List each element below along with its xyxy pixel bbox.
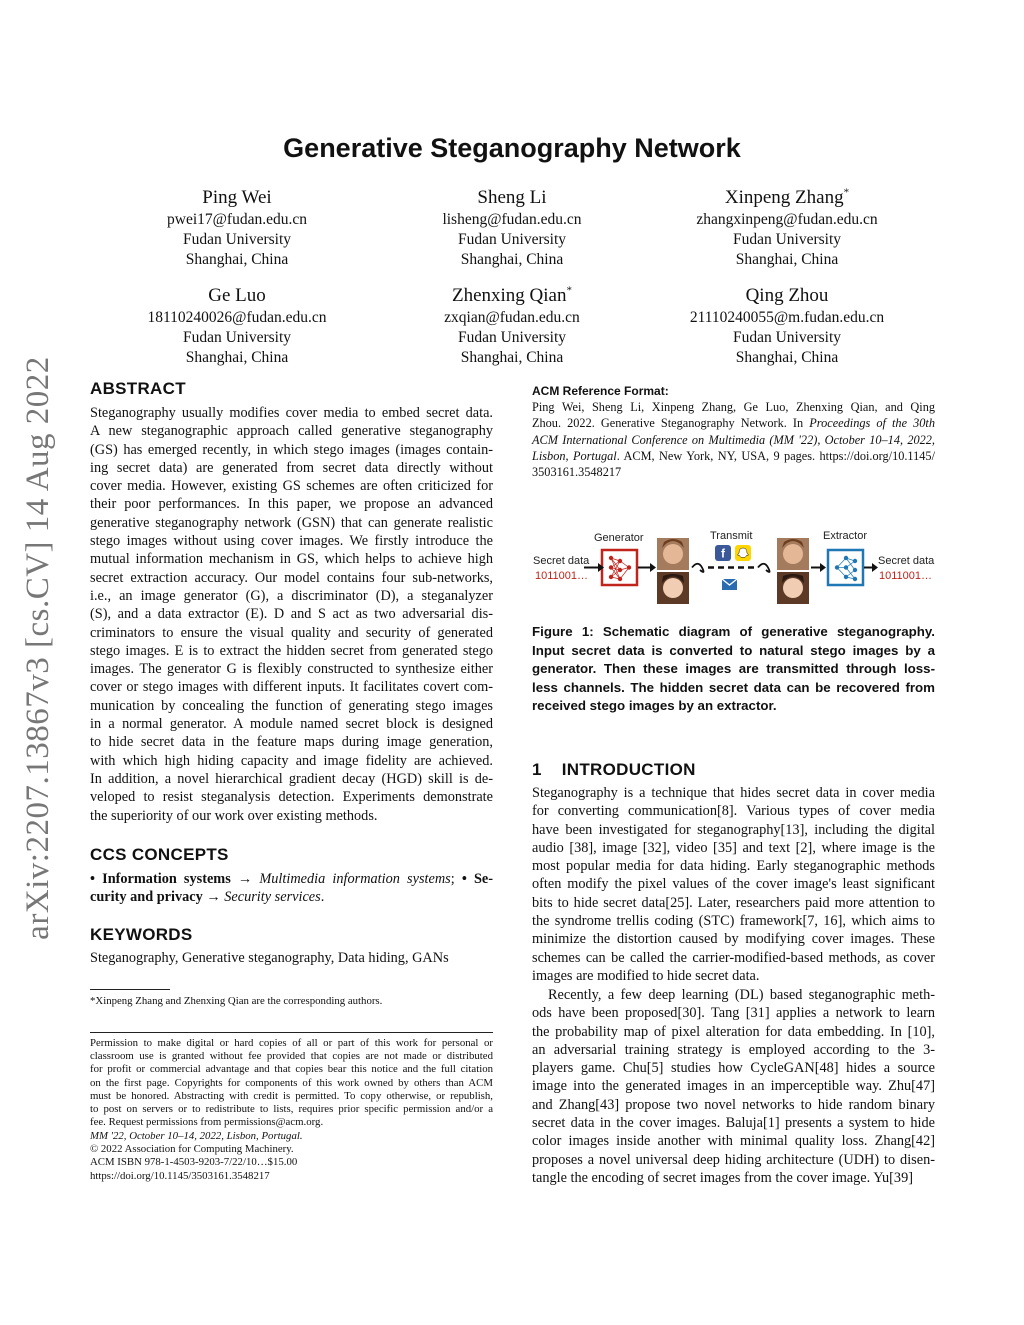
- secret-input-label: Secret data: [533, 555, 590, 567]
- text-line: stego images without using cover images. We firstly introduce the: [90, 533, 493, 550]
- text-line: Figure 1: Schematic diagram of generative steganography.: [532, 624, 935, 639]
- text-line: in a normal generator. A module named secret block is designed: [90, 716, 493, 733]
- ccs-item-security-end: curity and privacy: [90, 889, 203, 906]
- text-line: players game. Chu[5] studies how CycleGAN[48] hides a source: [532, 1060, 935, 1077]
- permission-rule: [90, 1032, 493, 1033]
- ccs-end: .: [320, 889, 325, 906]
- secret-input-value: 1011001…: [535, 570, 589, 582]
- author-affiliation: [637, 328, 937, 348]
- ccs-separator: ;: [450, 871, 462, 887]
- secret-output-label: Secret data: [878, 555, 935, 567]
- text-line: classroom use is granted without fee provided that copies are not made or distributed: [90, 1050, 493, 1063]
- text-line: schemes can be called the carrier-modified-based methods, as cover: [532, 949, 935, 966]
- author-email[interactable]: [637, 210, 937, 230]
- extractor-label: Extractor: [823, 530, 868, 542]
- text-line: the syndrome trellis coding (STC) framework[7, 16], which aims to: [532, 913, 935, 930]
- author-location-text: Shanghai, China: [735, 251, 839, 268]
- text-line: have been investigated for steganography[13], including the digital: [532, 821, 935, 838]
- acm-ref-line: Ping Wei, Sheng Li, Xinpeng Zhang, Ge Luo, Zhenxing Qian, and Qing: [532, 400, 935, 415]
- text-line: images. The generator G is flexibly constructed to synthesize either: [90, 661, 493, 678]
- author-email-text: zhangxinpeng@fudan.edu.cn: [696, 211, 878, 228]
- text-line: bits to hide secret data[25]. Later, researchers paid more attention to: [532, 894, 935, 911]
- text-line: images are modified to hide secret data.: [532, 967, 760, 984]
- stego-images-received: [777, 538, 809, 604]
- author-email[interactable]: [362, 210, 662, 230]
- acm-ref-line: . ACM, New York, NY, USA, 9 pages. https://doi.org/10.1145/: [616, 448, 935, 463]
- author-2: [637, 186, 937, 270]
- generator-label: Generator: [594, 532, 644, 544]
- text-line: minimize the distortion caused by modifying cover images. These: [532, 931, 935, 948]
- author-name-text: Ping Wei: [202, 187, 272, 208]
- acm-ref-proceedings: Proceedings of the 30th: [809, 416, 935, 431]
- text-line: to hide secret data in the feature maps during image generation,: [90, 734, 493, 751]
- intro-heading: [532, 760, 696, 780]
- author-email[interactable]: [87, 308, 387, 328]
- author-affiliation: [362, 328, 662, 348]
- generator-box: [602, 550, 637, 585]
- svg-text:f: f: [721, 546, 725, 561]
- section-title: INTRODUCTION: [561, 760, 696, 779]
- figure-1: [532, 520, 936, 610]
- text-line: their poor performances. In this paper, we propose an advanced: [90, 496, 493, 513]
- author-location-text: Shanghai, China: [185, 251, 289, 268]
- text-line: generative steganography network (GSN) that can generate realistic: [90, 514, 493, 531]
- acm-ref-line: Zhou. 2022. Generative Steganography Network. In: [532, 416, 810, 431]
- isbn-line: ACM ISBN 978-1-4503-9203-7/22/10…$15.00: [90, 1156, 298, 1169]
- ccs-item-info-systems: • Information systems: [90, 871, 231, 887]
- abstract-heading: ABSTRACT: [90, 379, 186, 398]
- author-affiliation: [87, 230, 387, 250]
- text-line: less channels. The hidden secret data can be recovered from: [532, 679, 935, 695]
- facebook-icon: [715, 545, 731, 561]
- figure-1-caption: [532, 623, 935, 716]
- text-line: proposes a novel universal deep hiding architecture (UDH) to disen-: [532, 1151, 935, 1168]
- ccs-arrow-2: →: [202, 889, 225, 906]
- ccs-arrow: →: [230, 871, 260, 887]
- stego-images-generated: [657, 538, 689, 604]
- text-line: i.e., an image generator (G), a discriminator (D), a steganalyzer: [90, 587, 493, 604]
- doi-line[interactable]: https://doi.org/10.1145/3503161.3548217: [90, 1169, 270, 1182]
- author-name-text: Sheng Li: [477, 187, 547, 208]
- footnote-text: *Xinpeng Zhang and Zhenxing Qian are the corresponding authors.: [90, 995, 383, 1007]
- text-line: ing secret data) are generated from secret data directly without: [90, 459, 493, 476]
- author-affiliation: [362, 230, 662, 250]
- footnote: [90, 995, 493, 1008]
- author-name-text: Qing Zhou: [745, 285, 829, 306]
- author-name: [637, 186, 937, 210]
- author-affiliation-text: Fudan University: [732, 231, 842, 248]
- secret-output-value: 1011001…: [879, 570, 933, 582]
- author-affiliation: [87, 328, 387, 348]
- keywords-text: [90, 949, 493, 967]
- ccs-item-security-start: • Se-: [461, 871, 494, 887]
- keywords-list: Steganography, Generative steganography, Data hiding, GANs: [90, 950, 449, 966]
- text-line: (GS) has emerged recently, in which stego images (images contain-: [90, 441, 493, 458]
- text-line: secret extraction accuracy. Our model contains four sub-networks,: [90, 569, 493, 586]
- text-line: Steganography is a technique that hides secret data in cover media: [532, 785, 935, 801]
- ccs-sub-security-services: Security services: [224, 889, 321, 906]
- text-line: on the first page. Copyrights for components of this work owned by others than ACM: [90, 1076, 493, 1089]
- text-line: the probability map of pixel alteration for data embedding. In [10],: [532, 1023, 935, 1040]
- text-line: received stego images by an extractor.: [532, 698, 777, 714]
- author-4: [362, 284, 662, 368]
- copyright-line: © 2022 Association for Computing Machinery.: [90, 1143, 294, 1156]
- text-line: fee. Request permissions from permissions@acm.org.: [90, 1116, 324, 1129]
- text-line: to post on servers or to redistribute to lists, requires prior specific permission and/or a: [90, 1102, 493, 1115]
- text-line: In addition, a novel hierarchical gradient decay (HGD) skill is de-: [90, 770, 493, 787]
- intro-paragraph-1: [532, 784, 935, 985]
- author-location: [637, 250, 937, 270]
- ccs-heading: CCS CONCEPTS: [90, 845, 229, 864]
- text-line: cover or stego images with different inputs. It facilitates covert com-: [90, 679, 493, 696]
- author-email[interactable]: [362, 308, 662, 328]
- intro-paragraph-2: [532, 986, 935, 1187]
- text-line: image into the generated images in an imperceptible way. Zhu[47]: [532, 1078, 935, 1095]
- author-location-text: Shanghai, China: [185, 349, 289, 366]
- author-email-text: 21110240055@m.fudan.edu.cn: [689, 309, 885, 326]
- author-email-text: zxqian@fudan.edu.cn: [444, 309, 580, 326]
- text-line: with which high hiding capacity and image fidelity are achieved.: [90, 752, 493, 769]
- transmit-label: Transmit: [710, 530, 753, 542]
- author-location-text: Shanghai, China: [460, 349, 564, 366]
- author-3: [87, 284, 387, 368]
- author-name: [362, 284, 662, 308]
- author-location-text: Shanghai, China: [735, 349, 839, 366]
- author-location: [87, 250, 387, 270]
- author-name: [362, 186, 662, 210]
- acm-ref-heading: ACM Reference Format:: [532, 384, 669, 398]
- ccs-concepts: [90, 870, 493, 907]
- acm-reference: [532, 383, 935, 480]
- text-line: the superiority of our work over existing methods.: [90, 807, 378, 824]
- author-name: [637, 284, 937, 308]
- conference-line: MM '22, October 10–14, 2022, Lisbon, Portugal.: [90, 1130, 303, 1142]
- acm-ref-doi[interactable]: 3503161.3548217: [532, 464, 622, 479]
- paper-title: Generative Steganography Network: [283, 133, 741, 163]
- abstract-body: [90, 404, 493, 825]
- author-email-text: lisheng@fudan.edu.cn: [442, 211, 582, 228]
- text-line: for profit or commercial advantage and that copies bear this notice and the full citation: [90, 1063, 493, 1076]
- text-line: most popular media for data hiding. Early steganographic methods: [532, 858, 935, 875]
- author-affiliation-text: Fudan University: [457, 231, 567, 248]
- author-affiliation-text: Fudan University: [182, 329, 292, 346]
- text-line: cover media. However, existing GS schemes are often criticized for: [90, 478, 493, 495]
- text-line: an adversarial training strategy is employed according to the 3-: [532, 1041, 935, 1058]
- author-name: [87, 284, 387, 308]
- author-location: [87, 348, 387, 368]
- publication-info: [90, 1130, 493, 1183]
- author-5: [637, 284, 937, 368]
- arrow-head: [820, 563, 826, 572]
- text-line: Input secret data is converted to natural stego images by a: [532, 642, 935, 658]
- author-location: [637, 348, 937, 368]
- author-1: [362, 186, 662, 270]
- text-line: A new steganographic approach called generative steganography: [90, 423, 493, 440]
- author-name-text: Xinpeng Zhang: [724, 187, 844, 208]
- mail-icon: [722, 579, 737, 590]
- text-line: color images inside another with minimal quality loss. Zhang[42]: [532, 1133, 935, 1150]
- text-line: often modify the pixel values of the cover image's least significant: [532, 876, 935, 893]
- text-line: Permission to make digital or hard copies of all or part of this work for personal or: [90, 1037, 493, 1049]
- acm-ref-location: Lisbon, Portugal: [532, 448, 617, 463]
- text-line: ods have been proposed[30]. Tang [31] applies a network to learn: [532, 1005, 935, 1022]
- author-name-text: Ge Luo: [208, 285, 266, 306]
- author-email-text: 18110240026@fudan.edu.cn: [147, 309, 327, 326]
- text-line: Recently, a few deep learning (DL) based steganographic meth-: [548, 987, 935, 1003]
- author-affiliation-text: Fudan University: [182, 231, 292, 248]
- text-line: for converting communication[8]. Various types of cover media: [532, 803, 935, 820]
- author-location-text: Shanghai, China: [460, 251, 564, 268]
- snapchat-icon: [735, 545, 751, 561]
- author-email-text: pwei17@fudan.edu.cn: [167, 211, 307, 228]
- footnote-rule: [90, 989, 170, 990]
- author-0: [87, 186, 387, 270]
- acm-ref-conference: ACM International Conference on Multimedia (MM '22), October 10–14, 2022,: [532, 432, 935, 447]
- author-location: [362, 348, 662, 368]
- arxiv-identifier[interactable]: arXiv:2207.13867v3 [cs.CV] 14 Aug 2022: [20, 356, 56, 940]
- extractor-box: [828, 550, 863, 585]
- text-line: secret data in the cover images. Baluja[1] presents a system to hide: [532, 1115, 935, 1132]
- text-line: criminators to ensure the visual quality and security of generated: [90, 624, 493, 641]
- permission-notice: [90, 1037, 493, 1129]
- text-line: generator. Then these images are transmitted through loss-: [532, 661, 935, 677]
- text-line: tangle the encoding of secret images from the cover image. Yu[39]: [532, 1169, 913, 1186]
- text-line: audio [38], image [32], video [35] and text [2], where image is the: [532, 839, 935, 856]
- author-affiliation: [637, 230, 937, 250]
- text-line: munication by concealing the function of generating stego images: [90, 697, 493, 714]
- author-name-text: Zhenxing Qian: [451, 285, 567, 306]
- text-line: must be honored. Abstracting with credit is permitted. To copy otherwise, or republish,: [90, 1089, 493, 1102]
- author-affiliation-text: Fudan University: [732, 329, 842, 346]
- text-line: (S), and a data extractor (E). D and S act as two adversarial dis-: [90, 606, 493, 623]
- text-line: stego images. E is to extract the hidden secret from generated stego: [90, 642, 493, 659]
- author-name: [87, 186, 387, 210]
- corresponding-author-mark: *: [566, 284, 572, 297]
- ccs-sub-multimedia: Multimedia information systems: [259, 871, 451, 887]
- text-line: and Zhang[43] propose two novel networks to hide random binary: [532, 1096, 935, 1113]
- author-email[interactable]: [87, 210, 387, 230]
- author-email[interactable]: [637, 308, 937, 328]
- transmit-channel: [692, 564, 770, 572]
- author-affiliation-text: Fudan University: [457, 329, 567, 346]
- section-number: 1: [532, 760, 542, 779]
- text-line: veloped to resist steganalysis detection. Experiments demonstrate: [90, 789, 493, 806]
- corresponding-author-mark: *: [843, 186, 850, 199]
- keywords-heading: KEYWORDS: [90, 925, 193, 944]
- author-location: [362, 250, 662, 270]
- text-line: Steganography usually modifies cover media to embed secret data.: [90, 405, 493, 421]
- text-line: mutual information mechanism in GS, which helps to achieve high: [90, 551, 493, 568]
- arrow-head: [650, 563, 656, 572]
